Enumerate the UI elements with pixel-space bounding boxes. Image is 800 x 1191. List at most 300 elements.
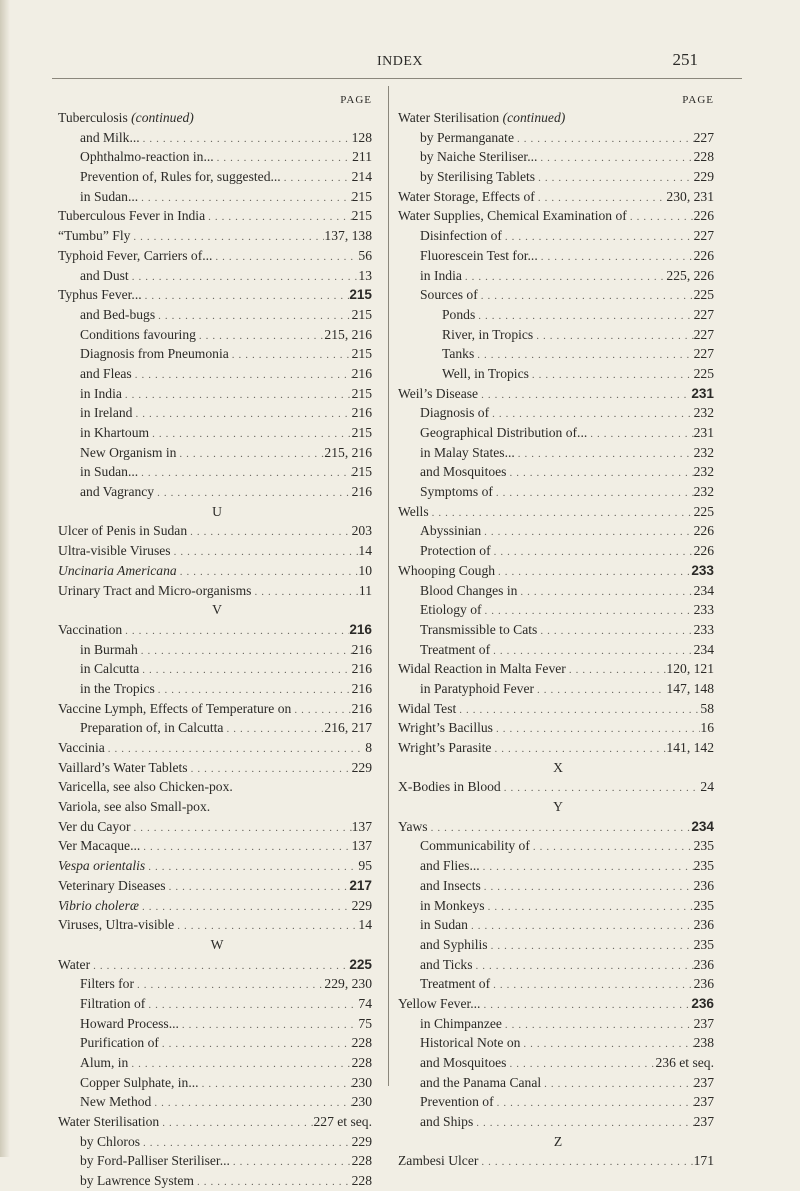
entry-term [58, 915, 174, 935]
index-subentry [58, 344, 376, 364]
entry-term [58, 620, 122, 640]
entry-term-text: Yaws [398, 818, 428, 834]
entry-page-ref: 147, 148 [666, 680, 714, 696]
index-subentry [398, 836, 718, 856]
index-entry [58, 561, 376, 581]
entry-term-text: Blood Changes in [420, 582, 518, 598]
dot-leader [493, 484, 694, 502]
entry-term [398, 896, 485, 916]
index-entry [398, 777, 718, 797]
dot-leader [481, 523, 693, 541]
dot-leader [140, 1134, 352, 1152]
entry-term [398, 620, 537, 640]
entry-term-text: Vespa orientalis [58, 858, 146, 874]
entry-term-text: New Organism in [80, 444, 177, 460]
entry-term-text: Wright’s Bacillus [398, 720, 493, 736]
entry-page-ref: 216 [351, 641, 372, 657]
dot-leader [138, 189, 351, 207]
entry-continued-note: (continued) [502, 110, 566, 125]
entry-term [58, 679, 155, 699]
index-entry [398, 384, 718, 404]
entry-term-text: Widal Reaction in Malta Fever [398, 661, 566, 677]
entry-term-text: Water Sterilisation [58, 1114, 160, 1130]
index-subentry [58, 1151, 376, 1171]
dot-leader [515, 445, 694, 463]
index-subentry [398, 896, 718, 916]
entry-page-ref: 227 [693, 228, 714, 244]
dot-leader [151, 1094, 351, 1112]
entry-term-text: New Method [80, 1094, 152, 1110]
entry-term [398, 1092, 494, 1112]
section-letter: Y [553, 799, 563, 815]
dot-leader [627, 208, 694, 226]
entry-page-ref: 215 [351, 346, 372, 362]
dot-leader [480, 996, 691, 1014]
entry-term-text: Weil’s Disease [398, 385, 479, 401]
entry-term-text: Varicella, see also Chicken-pox. [58, 779, 233, 795]
column-page-label: PAGE [682, 94, 714, 106]
index-entry [398, 561, 718, 581]
index-subentry [58, 403, 376, 423]
entry-page-ref: 229 [693, 169, 714, 185]
entry-page-ref: 232 [693, 444, 714, 460]
index-entry [58, 876, 376, 896]
entry-term-text: and Fleas [80, 365, 132, 381]
index-subentry [58, 147, 376, 167]
entry-term-text: Tuberculosis [58, 110, 128, 125]
entry-term-text: and Syphilis [420, 936, 488, 952]
entry-term [58, 147, 214, 167]
entry-term [58, 758, 188, 778]
index-entry [398, 502, 718, 522]
index-entry [58, 797, 376, 817]
entry-term-text: and Mosquitoes [420, 1055, 507, 1070]
dot-leader [535, 169, 694, 187]
index-list-left [58, 108, 376, 1191]
entry-term-text: Vaccinia [58, 740, 105, 755]
dot-leader [587, 425, 693, 443]
dot-leader [122, 622, 349, 640]
dot-leader [491, 740, 666, 758]
index-entry [398, 206, 718, 226]
entry-term-text: Water Supplies, Chemical Examination of [398, 208, 627, 224]
entry-page-ref: 137 [351, 818, 372, 834]
entry-page-ref: 216, 217 [324, 720, 372, 736]
entry-term [58, 1132, 140, 1152]
index-entry [398, 187, 718, 207]
dot-leader [145, 858, 358, 876]
entry-term-text: Vibrio choleræ [58, 897, 139, 913]
dot-leader [520, 1035, 693, 1053]
index-entry [58, 246, 376, 266]
section-letter: V [212, 602, 222, 618]
entry-term [398, 817, 428, 837]
entry-page-ref: 216 [351, 661, 372, 677]
entry-term [58, 167, 281, 187]
index-entry [58, 541, 376, 561]
entry-term [58, 226, 130, 246]
dot-leader [490, 976, 694, 994]
index-entry [58, 1112, 376, 1132]
index-subentry [58, 679, 376, 699]
entry-term [398, 915, 468, 935]
section-letter: U [212, 503, 222, 519]
entry-term [398, 935, 488, 955]
entry-term-text: in Ireland [80, 405, 133, 421]
entry-term-text: and Milk... [80, 129, 140, 145]
entry-term-text: Wright’s Parasite [398, 740, 492, 755]
entry-term [398, 679, 534, 699]
index-subentry [58, 1132, 376, 1152]
dot-leader [281, 169, 352, 187]
entry-term-text: Vaillard’s Water Tablets [58, 759, 188, 775]
running-title: INDEX [376, 54, 424, 69]
entry-term-text: in Burmah [80, 641, 138, 657]
entry-page-ref: 13 [358, 267, 372, 283]
dot-leader [122, 386, 352, 404]
entry-term-text: by Sterilising Tablets [420, 169, 536, 185]
entry-page-ref: 238 [693, 1035, 714, 1051]
dot-leader [145, 996, 358, 1014]
entry-term [398, 187, 535, 207]
entry-term-text: in Chimpanzee [420, 1015, 502, 1031]
dot-leader [177, 563, 359, 581]
dot-leader [566, 661, 667, 679]
index-subentry [58, 187, 376, 207]
entry-term-text: Diagnosis of [420, 405, 490, 421]
entry-page-ref: 230, 231 [666, 188, 714, 204]
entry-page-ref: 237 [693, 1015, 714, 1031]
index-subentry [398, 935, 718, 955]
dot-leader [478, 1153, 693, 1171]
dot-leader [212, 248, 358, 266]
dot-leader [139, 661, 351, 679]
entry-page-ref: 236 et seq. [655, 1055, 714, 1070]
entry-term-text: Whooping Cough [398, 562, 496, 578]
entry-term [58, 1053, 128, 1073]
entry-term-text: Tanks [442, 346, 475, 362]
dot-leader [473, 1114, 693, 1132]
dot-leader [534, 681, 666, 699]
dot-leader [187, 523, 351, 541]
entry-term-text: Geographical Distribution of... [420, 425, 588, 440]
index-entry [58, 581, 376, 601]
dot-leader [468, 917, 694, 935]
entry-page-ref: 215, 216 [324, 444, 372, 460]
dot-leader [490, 642, 694, 660]
index-subentry [58, 364, 376, 384]
entry-page-ref: 217 [349, 877, 372, 893]
index-entry [58, 777, 376, 797]
entry-term [398, 1112, 473, 1132]
entry-page-ref: 211 [352, 149, 372, 165]
index-subentry [58, 482, 376, 502]
index-subentry [398, 364, 718, 384]
index-subentry [398, 128, 718, 148]
index-subentry [58, 423, 376, 443]
dot-leader [196, 327, 325, 345]
entry-term-text: Yellow Fever... [398, 995, 481, 1011]
dot-leader [474, 346, 693, 364]
index-subentry [58, 167, 376, 187]
entry-term [398, 206, 627, 226]
entry-page-ref: 226 [693, 247, 714, 263]
entry-term [58, 364, 132, 384]
entry-term [398, 994, 480, 1014]
entry-page-ref: 215 [349, 287, 372, 303]
dot-leader [489, 405, 694, 423]
section-letter: W [210, 936, 224, 952]
entry-term-text: Treatment of [420, 641, 491, 657]
entry-term [58, 738, 105, 758]
index-subentry [398, 266, 718, 286]
index-list-right [398, 108, 718, 1171]
entry-term [58, 344, 229, 364]
index-subentry [398, 147, 718, 167]
entry-page-ref: 216 [351, 405, 372, 421]
dot-leader [494, 1094, 694, 1112]
entry-page-ref: 234 [691, 818, 714, 834]
index-entry [398, 699, 718, 719]
entry-term [58, 482, 154, 502]
dot-leader [188, 760, 352, 778]
entry-term [58, 797, 210, 817]
index-entry [398, 659, 718, 679]
index-subentry [398, 443, 718, 463]
dot-leader [132, 405, 351, 423]
index-column-left [58, 92, 376, 1191]
entry-term [58, 777, 233, 797]
entry-page-ref: 120, 121 [666, 661, 714, 677]
dot-leader [149, 425, 352, 443]
entry-term-text: in Calcutta [80, 661, 140, 677]
entry-page-ref: 225, 226 [666, 267, 714, 283]
entry-term [58, 1171, 194, 1191]
entry-term [398, 836, 530, 856]
entry-term [398, 955, 473, 975]
entry-page-ref: 236 [693, 956, 714, 972]
dot-leader [129, 268, 359, 286]
index-subentry [58, 1033, 376, 1053]
dot-leader [205, 208, 351, 226]
dot-leader [139, 898, 352, 916]
entry-term [398, 876, 481, 896]
dot-leader [529, 366, 694, 384]
entry-term-text: Ophthalmo-reaction in... [80, 149, 214, 165]
index-subentry [398, 620, 718, 640]
entry-term [58, 581, 251, 601]
dot-leader [480, 858, 694, 876]
index-entry [58, 226, 376, 246]
entry-term-text: and Ships [420, 1114, 474, 1130]
entry-term [398, 581, 517, 601]
entry-page-ref: 216 [349, 621, 372, 637]
dot-leader [502, 228, 694, 246]
entry-term [398, 502, 429, 522]
section-letter: X [553, 759, 563, 775]
index-subentry [398, 856, 718, 876]
dot-leader [130, 819, 351, 837]
entry-term-text: and Ticks [420, 956, 473, 972]
entry-page-ref: 11 [358, 582, 372, 598]
entry-page-ref: 232 [693, 484, 714, 500]
entry-page-ref: 226 [693, 543, 714, 559]
entry-term [58, 974, 134, 994]
index-entry [58, 620, 376, 640]
entry-page-ref: 216 [351, 484, 372, 500]
entry-page-ref: 215 [351, 464, 372, 480]
entry-term [58, 325, 196, 345]
entry-term [398, 285, 478, 305]
entry-term [58, 384, 122, 404]
entry-term-text: in Khartoum [80, 425, 150, 440]
entry-page-ref: 236 [693, 976, 714, 992]
dot-leader [473, 957, 694, 975]
dot-leader [514, 130, 694, 148]
entry-term-text: Water Sterilisation [398, 110, 500, 125]
entry-page-ref: 233 [691, 562, 714, 578]
entry-page-ref: 228 [351, 1055, 372, 1070]
index-subentry [398, 600, 718, 620]
entry-term-text: in India [420, 267, 462, 283]
index-subentry [398, 1073, 718, 1093]
entry-term [58, 541, 171, 561]
entry-term [58, 1151, 230, 1171]
index-subentry [398, 325, 718, 345]
entry-term-text: Widal Test [398, 700, 457, 716]
entry-term-text: in Paratyphoid Fever [420, 680, 535, 696]
entry-page-ref: 228 [693, 149, 714, 165]
entry-term [398, 344, 474, 364]
entry-term [398, 403, 489, 423]
entry-term-text: Prevention of, Rules for, suggested... [80, 169, 281, 185]
entry-page-ref: 230 [351, 1094, 372, 1110]
entry-term [398, 640, 490, 660]
index-subentry [58, 443, 376, 463]
entry-term-text: Sources of [420, 287, 478, 303]
entry-term [58, 305, 155, 325]
index-subentry [398, 1112, 718, 1132]
index-subentry [398, 955, 718, 975]
entry-term-text: and Flies... [420, 858, 480, 874]
entry-page-ref: 24 [700, 779, 714, 795]
entry-term-text: Vaccine Lymph, Effects of Temperature on [58, 700, 292, 716]
entry-term [398, 1053, 506, 1073]
entry-term [398, 738, 491, 758]
index-subentry [398, 1092, 718, 1112]
entry-term [58, 128, 140, 148]
entry-term [58, 443, 176, 463]
entry-term [58, 896, 139, 916]
entry-term-text: Uncinaria Americana [58, 562, 177, 578]
entry-term [398, 443, 515, 463]
entry-term [398, 108, 565, 128]
entry-term-text: in India [80, 385, 122, 401]
dot-leader [541, 1075, 693, 1093]
index-subentry [58, 974, 376, 994]
entry-page-ref: 234 [693, 641, 714, 657]
index-entry [398, 1151, 718, 1171]
dot-leader [429, 504, 694, 522]
index-entry [398, 817, 718, 837]
dot-leader [128, 1055, 351, 1073]
index-subentry [398, 1033, 718, 1053]
dot-leader [142, 287, 350, 305]
dot-leader [538, 248, 694, 266]
entry-term [58, 1092, 151, 1112]
entry-term-text: Veterinary Diseases [58, 877, 166, 893]
entry-term [398, 384, 478, 404]
entry-term [398, 1151, 478, 1171]
entry-term-text: Prevention of [420, 1094, 494, 1110]
entry-term [58, 1073, 199, 1093]
entry-page-ref: 171 [693, 1153, 714, 1169]
entry-term-text: and Mosquitoes [420, 464, 507, 480]
entry-term-text: River, in Tropics [442, 326, 534, 342]
entry-term [398, 246, 538, 266]
entry-term-text: X-Bodies in Blood [398, 779, 501, 795]
index-entry [58, 699, 376, 719]
entry-term [398, 305, 475, 325]
entry-term-text: Preparation of, in Calcutta [80, 720, 224, 736]
entry-term-text: Filters for [80, 976, 134, 992]
index-subentry [58, 1092, 376, 1112]
dot-leader [530, 838, 694, 856]
entry-page-ref: 230 [351, 1074, 372, 1090]
entry-page-ref: 237 [693, 1114, 714, 1130]
entry-page-ref: 95 [358, 858, 372, 874]
entry-term [58, 836, 140, 856]
entry-term [398, 1014, 502, 1034]
index-entry [58, 108, 376, 128]
dot-leader [502, 1016, 694, 1034]
entry-page-ref: 74 [358, 995, 372, 1011]
dot-leader [179, 1016, 358, 1034]
entry-term-text: in Sudan... [80, 188, 139, 204]
entry-page-ref: 231 [693, 425, 714, 440]
dot-leader [495, 563, 691, 581]
dot-leader [537, 149, 693, 167]
entry-term-text: Ver Macaque... [58, 838, 141, 854]
entry-term-text: Treatment of [420, 976, 491, 992]
entry-term-text: by Ford-Palliser Steriliser... [80, 1153, 230, 1169]
index-entry [398, 108, 718, 128]
index-entry [398, 738, 718, 758]
entry-page-ref: 216 [351, 700, 372, 716]
entry-term [58, 817, 130, 837]
entry-term-text: Tuberculous Fever in India [58, 208, 206, 224]
page-number: 251 [672, 50, 698, 69]
entry-term [398, 364, 529, 384]
entry-page-ref: 14 [358, 543, 372, 559]
entry-page-ref: 235 [693, 936, 714, 952]
entry-term-text: Ponds [442, 306, 476, 322]
dot-leader [478, 386, 691, 404]
entry-term [58, 659, 139, 679]
index-subentry [398, 521, 718, 541]
index-entry [58, 856, 376, 876]
header-rule [52, 78, 742, 79]
index-subentry [398, 581, 718, 601]
dot-leader [155, 307, 351, 325]
entry-term-text: Ver du Cayor [58, 818, 131, 834]
entry-term [398, 777, 501, 797]
entry-term-text: Wells [398, 503, 429, 519]
entry-term-text: by Chloros [80, 1133, 141, 1149]
dot-leader [194, 1173, 352, 1191]
index-subentry [58, 1053, 376, 1073]
entry-term-text: Alum, in [80, 1055, 129, 1070]
